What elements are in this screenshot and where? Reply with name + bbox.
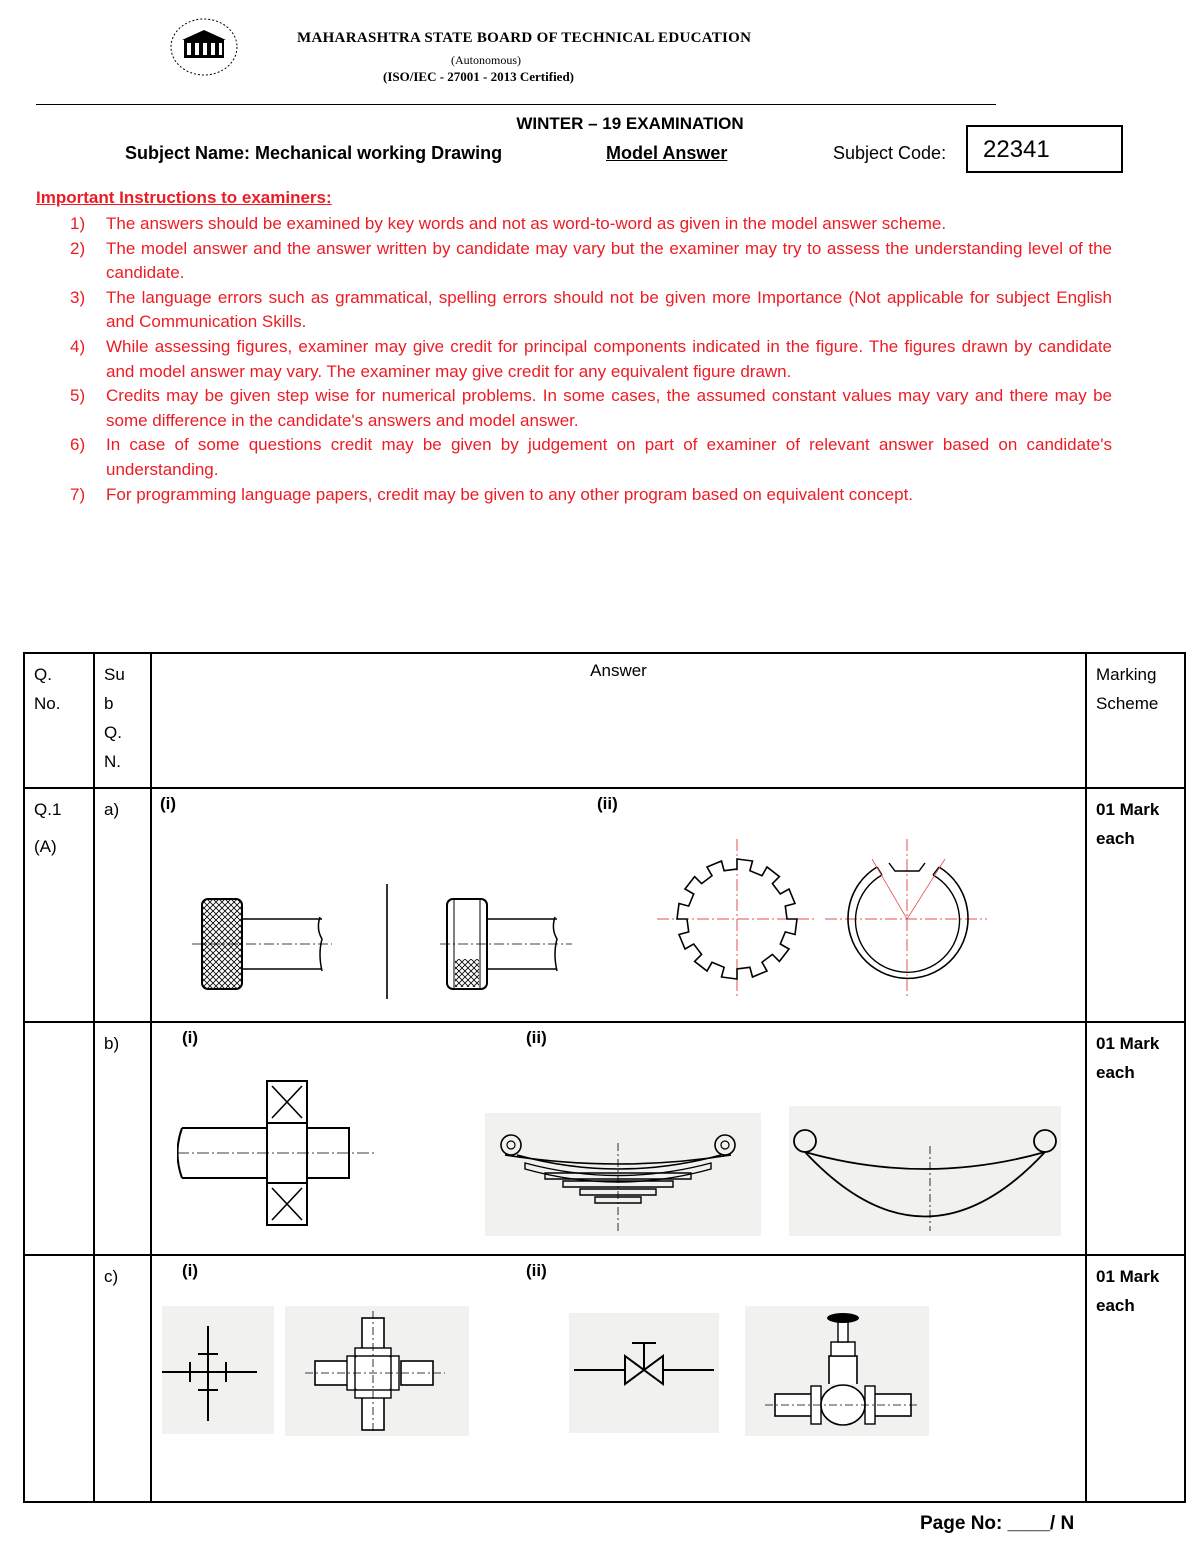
instructions-list [64, 212, 1112, 507]
table-header-row [24, 653, 1185, 788]
row-qno: Q.1 (A) [24, 788, 94, 1022]
table-row [24, 1022, 1185, 1255]
autonomous-label: (Autonomous) [451, 53, 521, 67]
table-row [24, 1255, 1185, 1502]
subject-name: Subject Name: Mechanical working Drawing [125, 143, 503, 163]
row-answer: (i) (ii) [151, 1255, 1086, 1502]
instruction-item: 7) For programming language papers, credit may be given to any other program based on equivalent concept. [70, 484, 914, 504]
instruction-item: 2) The model answer and the answer written by candidate may vary but the examiner may try to assess the understanding level of the candidate. [70, 238, 1112, 283]
row-subq: b) [94, 1022, 151, 1255]
leaf-spring-diagram [485, 1113, 761, 1236]
row-marks: 01 Mark each [1086, 788, 1185, 1022]
page-number: Page No: ____/ N [920, 1513, 1075, 1534]
header-marking: Marking Scheme [1086, 653, 1185, 788]
msbte-logo [168, 16, 240, 78]
row-answer: (i) (ii) [151, 1022, 1086, 1255]
row-marks: 01 Mark each [1086, 1022, 1185, 1255]
row-qno [24, 1022, 94, 1255]
row-qno [24, 1255, 94, 1502]
globe-valve-fitting [745, 1306, 929, 1436]
knurling-diagram [192, 884, 582, 1004]
instructions-title: Important Instructions to examiners: [36, 188, 332, 207]
header-subq: Su b Q. N. [94, 653, 151, 788]
leaf-spring-conventional-diagram [789, 1106, 1061, 1236]
row-subq: c) [94, 1255, 151, 1502]
row-subq: a) [94, 788, 151, 1022]
subject-code-label: Subject Code: [833, 143, 947, 163]
instruction-item: 5) Credits may be given step wise for numerical problems. In some cases, the assumed constant values may vary and there may be some difference in the candidate's answers and model answer. [70, 386, 1112, 430]
iso-certification: (ISO/IEC - 27001 - 2013 Certified) [383, 69, 575, 84]
header-answer: Answer [151, 653, 1086, 788]
answer-table [23, 652, 1186, 1503]
splined-shaft-diagram [657, 829, 992, 1004]
pipe-cross-symbol [162, 1306, 274, 1434]
model-answer-label: Model Answer [606, 143, 728, 163]
instruction-item: 1) The answers should be examined by key words and not as word-to-word as given in the model answer scheme. [70, 214, 947, 233]
board-name: MAHARASHTRA STATE BOARD OF TECHNICAL EDUCATION [297, 30, 752, 46]
instruction-item: 4) While assessing figures, examiner may give credit for principal components indicated in the figure. The figures drawn by candidate and model answer may vary. The examiner may give credit for any equivalent figure drawn. [70, 336, 1112, 381]
globe-valve-symbol [569, 1313, 719, 1433]
subject-code-box: 22341 [966, 125, 1123, 173]
pipe-cross-fitting [285, 1306, 469, 1436]
header-qno: Q. No. [24, 653, 94, 788]
exam-title: WINTER – 19 EXAMINATION [516, 114, 744, 133]
instruction-item: 6) In case of some questions credit may be given by judgement on part of examiner of relevant answer based on candidate's understanding. [70, 435, 1112, 479]
bearing-diagram [177, 1078, 387, 1228]
row-answer: (i) (ii) [151, 788, 1086, 1022]
instruction-item: 3) The language errors such as grammatical, spelling errors should not be given more Importance (Not applicable for subject English and Communication Skills. [70, 287, 1112, 332]
table-row [24, 788, 1185, 1022]
header-divider [36, 104, 996, 105]
row-marks: 01 Mark each [1086, 1255, 1185, 1502]
